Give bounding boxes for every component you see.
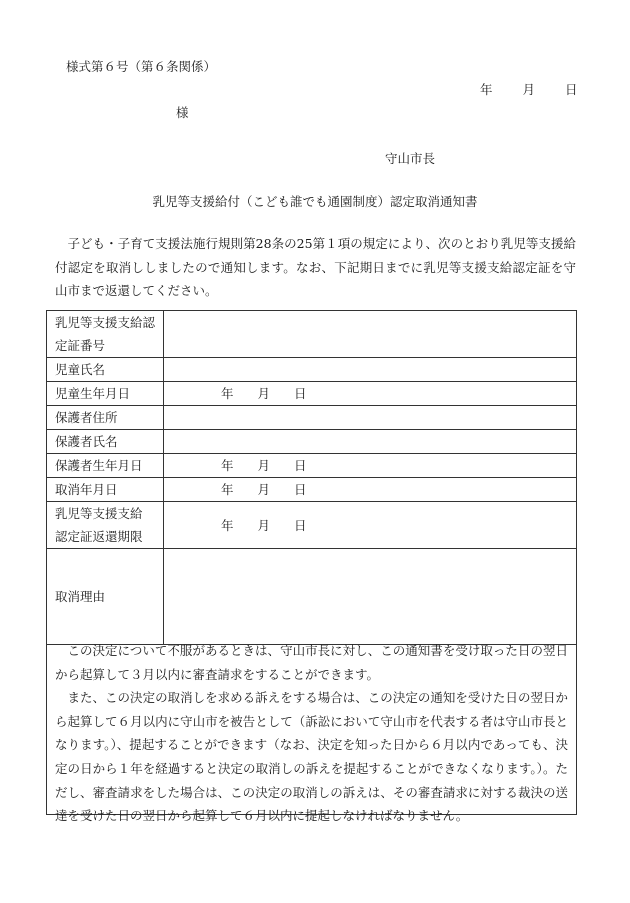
row-label: 児童生年月日 <box>47 382 164 406</box>
row-label: 保護者生年月日 <box>47 454 164 478</box>
table-row <box>47 311 577 358</box>
row-label: 取消年月日 <box>47 478 164 502</box>
notice-paragraph-2: また、この決定の取消しを求める訴えをする場合は、この決定の通知を受けた日の翌日から起算して６月以内に守山市を被告として（訴訟において守山市を代表する者は守山市長となります。）、提起することができます（なお、決定を知った日から６月以内であっても、決定の日から１年を経過すると決定の取消しの訴えを提起することができなくなります。）。ただし、審査請求をした場合は、この決定の取消しの訴えは、その審査請求に対する裁決の送達を受けた日の翌日から起算して６月以内に提起しなければなりません。 <box>55 690 568 824</box>
guardian-birthdate-field: 年 月 日 <box>164 454 577 478</box>
intro-paragraph: 子ども・子育て支援法施行規則第28条の25第１項の規定により、次のとおり乳児等支援給付認定を取消ししましたので通知します。なお、下記期日までに乳児等支援支給認定証を守山市まで返還してください。 <box>55 236 576 298</box>
appeal-notice <box>46 635 577 824</box>
table-row <box>47 406 577 430</box>
table-row <box>47 454 577 478</box>
guardian-name-field <box>164 430 577 454</box>
notice-paragraph-1: この決定について不服があるときは、守山市長に対し、この通知書を受け取った日の翌日から起算して３月以内に審査請求をすることができます。 <box>55 643 568 682</box>
certificate-number-field <box>164 311 577 358</box>
table-row <box>47 478 577 502</box>
table-row <box>47 430 577 454</box>
row-label: 保護者住所 <box>47 406 164 430</box>
date-month: 月 <box>522 82 536 97</box>
guardian-address-field <box>164 406 577 430</box>
row-label: 保護者氏名 <box>47 430 164 454</box>
return-deadline-field: 年 月 日 <box>164 502 577 549</box>
issuer: 守山市長 <box>385 151 436 166</box>
document-title: 乳児等支援給付（こども誰でも通園制度）認定取消通知書 <box>152 194 478 209</box>
recipient-suffix: 様 <box>176 105 189 120</box>
row-label: 児童氏名 <box>47 358 164 382</box>
child-name-field <box>164 358 577 382</box>
cancellation-reason-field <box>164 549 577 645</box>
table-row <box>47 502 577 549</box>
table-row <box>47 382 577 406</box>
date-year: 年 <box>480 82 493 97</box>
row-label: 乳児等支援支給認 定証番号 <box>47 311 164 358</box>
table-row <box>47 358 577 382</box>
cancellation-date-field: 年 月 日 <box>164 478 577 502</box>
row-label: 取消理由 <box>47 549 164 645</box>
form-number: 様式第６号（第６条関係） <box>66 59 217 74</box>
info-table <box>46 310 577 645</box>
issue-date <box>480 80 578 98</box>
date-day: 日 <box>565 82 578 97</box>
row-label: 乳児等支援支給 認定証返還期限 <box>47 502 164 549</box>
table-row <box>47 549 577 645</box>
child-birthdate-field: 年 月 日 <box>164 382 577 406</box>
